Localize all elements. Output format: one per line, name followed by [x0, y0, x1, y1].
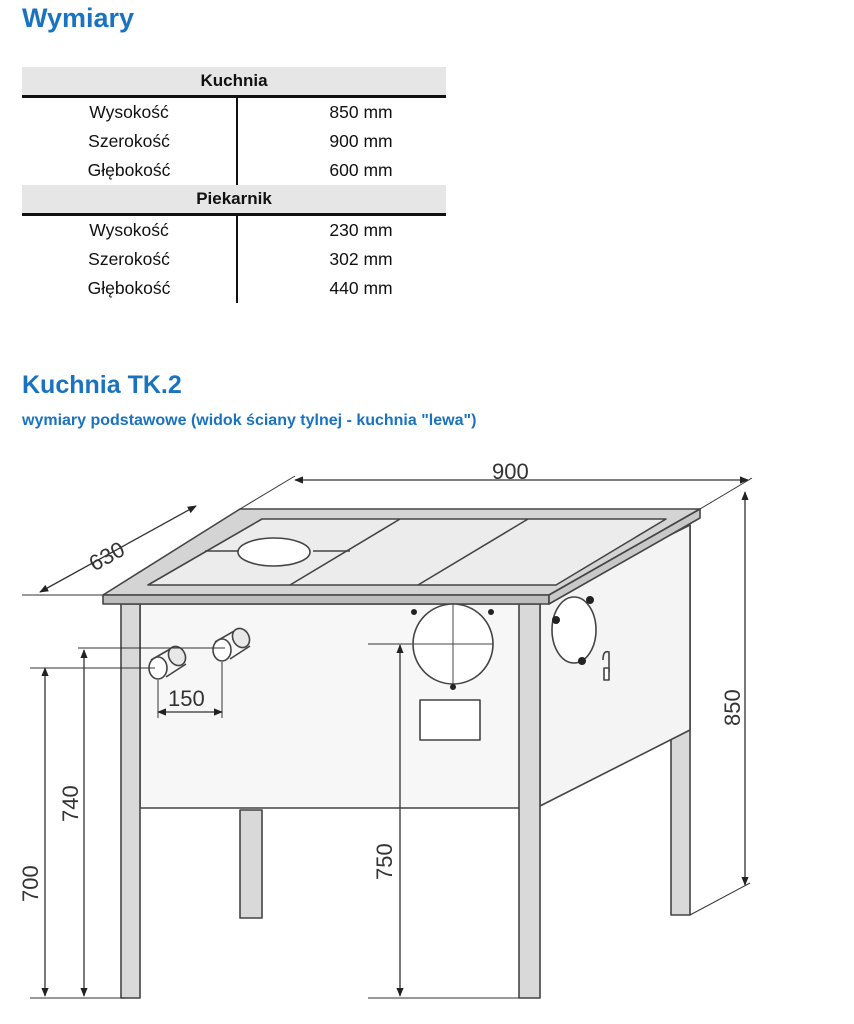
table-section-header: Kuchnia: [22, 67, 446, 98]
row-value: 440 mm: [329, 278, 393, 298]
row-label: Szerokość: [88, 131, 170, 151]
stove-technical-drawing: [0, 440, 854, 1024]
side-door: [552, 597, 596, 663]
dim-width-label: 900: [492, 459, 529, 484]
table-row: [22, 274, 446, 303]
row-label: Szerokość: [88, 249, 170, 269]
table-row: [22, 127, 446, 156]
row-value: 230 mm: [329, 220, 393, 240]
middle-leg: [240, 810, 262, 918]
dimensions-table: [22, 67, 446, 303]
table-row: [22, 216, 446, 245]
row-value: 850 mm: [329, 102, 393, 122]
table-section-body: [22, 216, 446, 303]
row-label: Głębokość: [87, 278, 171, 298]
row-value: 302 mm: [329, 249, 393, 269]
right-leg: [519, 604, 540, 998]
left-leg: [121, 604, 140, 998]
dim-height-label: 850: [720, 689, 745, 726]
table-row: [22, 98, 446, 127]
drawing-title: Kuchnia TK.2: [22, 371, 182, 399]
cleanout-door: [420, 700, 480, 740]
table-section-body: [22, 98, 446, 185]
dim-pipe-spacing-label: 150: [168, 686, 205, 711]
section-heading: Wymiary: [22, 3, 135, 33]
row-label: Głębokość: [87, 160, 171, 180]
dim-flue-height-label: 750: [372, 843, 397, 880]
dim-pipe-upper-label: 740: [58, 785, 83, 822]
hob-ring: [238, 538, 310, 566]
dim-depth-label: 630: [84, 536, 129, 577]
dim-pipe-lower-label: 700: [18, 865, 43, 902]
table-row: [22, 245, 446, 274]
row-value: 900 mm: [329, 131, 393, 151]
drawing-subtitle: wymiary podstawowe (widok ściany tylnej - kuchnia "lewa"): [22, 412, 477, 429]
table-section-header: Piekarnik: [22, 185, 446, 216]
row-label: Wysokość: [89, 102, 169, 122]
row-value: 600 mm: [329, 160, 393, 180]
table-row: [22, 156, 446, 185]
row-label: Wysokość: [89, 220, 169, 240]
